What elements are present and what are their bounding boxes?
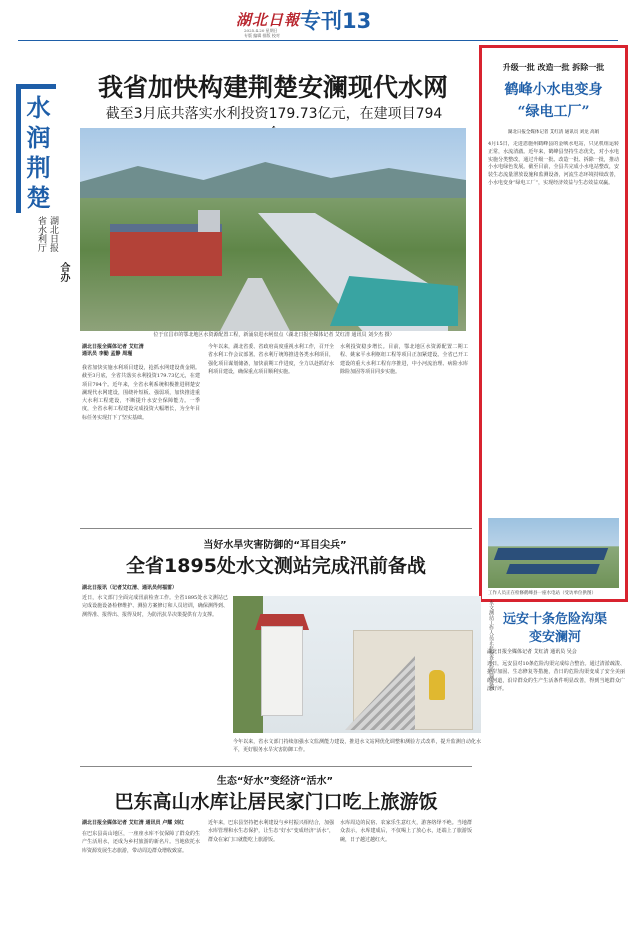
article3-byline: 湖北日报全媒体记者 艾红清 通讯员 卢耀 刘红 xyxy=(82,820,184,826)
featured-article-box xyxy=(479,45,628,602)
gauge-tower xyxy=(261,626,303,716)
edition-info: 专版 编辑 排版 校对 xyxy=(244,33,280,38)
main-photo xyxy=(80,128,466,331)
partner-note-2: 省水利厅 xyxy=(36,216,46,252)
partner-note-1: 湖北日报 xyxy=(48,216,58,252)
featured-photo xyxy=(488,518,619,588)
featured-byline: 湖北日报全媒体记者 艾红清 通讯员 刘龙 高娟 xyxy=(507,130,600,135)
main-text-col-3: 水利投资稳步增长。目前，鄂北地区水资源配置二期工程、姚家平水利枢纽工程等项目正加紧建设。全省已开工建设的重大水利工程有序推进，中小河流治理、病险水库除险加固等项目同步实施。 xyxy=(340,344,468,375)
partner-note-3: 合办 xyxy=(58,262,69,282)
featured-title-line2: “绿电工厂” xyxy=(517,104,590,120)
article2-col-1: 近日，水文部门全面完成汛前检查工作。全省1895处水文测站已完成设施设备检修维护、测验方案修订和人员培训，确保测得到、测得准、报得出、报得及时，为防汛抗旱决策提供有力支撑。 xyxy=(82,595,228,618)
article2-byline: 湖北日报讯（记者艾红清、通讯员何福雷） xyxy=(82,585,178,591)
main-text-col-2: 今年以来，湖北省委、省政府高度重视水利工作，召开全省水利工作会议部署。省水利厅统筹推进各类水利项目，强化项目谋划储备，加快前期工作进度，全力以赴抓好水利项目建设，确保重点项目顺利实施。 xyxy=(208,344,334,375)
main-text-col-1: 我省加快实施水利项目建设，抢抓水网建设黄金期。截至3月底，全省共落实水利投资179.73亿元，在建项目794个。近年来，全省水利系统积极推进荆楚安澜现代水网建设，围绕补短板、强弱项，加快推进重大水利工程建设，不断提升水安全保障能力。一季度，全省水利工程建设完成投资大幅增长，为全年目标任务实现打下了坚实基础。 xyxy=(82,365,200,421)
section-divider xyxy=(80,766,472,767)
right-lower-byline: 湖北日报全媒体记者 艾红清 通讯员 吴会 xyxy=(487,649,577,655)
solar-panel-shape xyxy=(506,564,600,574)
article2-photo xyxy=(233,596,481,733)
right-lower-headline-1: 远安十条危险沟渠 xyxy=(502,612,607,627)
right-lower-body: 近日，远安县对10条危险沟渠完成综合整治。通过清淤疏浚、护岸加固、生态修复等措施，昔日的危险沟渠变成了安全美丽的河道，沿岸群众的生产生活条件明显改善，得到当地群众广泛好评。 xyxy=(487,661,625,692)
worker-figure xyxy=(429,670,445,700)
article3-col-1: 在巴东县高山地区，一座座水库不仅保障了群众的生产生活用水，还成为乡村旅游的新名片。当地依托水库资源发展生态旅游，带动周边群众增收致富。 xyxy=(82,831,200,854)
article3-col-3: 水库周边的民宿、农家乐生意红火，游客络绎不绝。当地群众表示，水库建成后，不仅喝上了放心水，还端上了旅游饭碗，日子越过越红火。 xyxy=(340,820,472,843)
tower-building xyxy=(198,210,220,232)
section-title: 专刊13 xyxy=(300,9,372,33)
article2-kicker: 当好水旱灾害防御的“耳目尖兵” xyxy=(203,540,347,551)
section-divider xyxy=(80,528,472,529)
mountain-shape xyxy=(80,158,466,198)
featured-body: 4月15日，走进恩施州鹤峰县的金峡水电站，只见机组运转正常，水流清澈。近年来，鹤峰县坚持生态优先，对小水电实施分类整改，通过升级一批、改造一批、拆除一批，推动小水电绿色发展。截至目前，全县共完成小水电站整改，安装生态流量泄放设施和监测设备，河流生态环境持续改善，小水电变身“绿电工厂”，实现经济效益与生态效益双赢。 xyxy=(488,141,619,186)
main-subheadline: 截至3月底共落实水利投资179.73亿元，在建项目794 xyxy=(105,106,443,122)
article2-photo-caption: 水文测站工作人员正在检查水位监测设施 xyxy=(488,600,494,690)
tree-shape xyxy=(233,596,263,733)
solar-panel-shape xyxy=(494,548,608,560)
article3-col-2: 近年来，巴东县坚持把水利建设与乡村振兴相结合，加强水库管理和水生态保护，让生态“好水”变成经济“活水”，群众在家门口就能吃上旅游饭。 xyxy=(208,820,334,843)
main-photo-caption: 位于宜昌市的鄂北地区水资源配置工程，新涌泉进水闸盘点（湖北日报全媒体记者 艾红清 通讯员 刘少杰 摄） xyxy=(153,332,395,338)
article2-headline: 全省1895处水文测站完成汛前备战 xyxy=(126,555,426,577)
road-shape xyxy=(220,278,290,331)
right-lower-headline-2: 变安澜河 xyxy=(528,630,581,645)
masthead-rule xyxy=(18,40,618,41)
article3-headline: 巴东高山水库让居民家门口吃上旅游饭 xyxy=(114,791,438,813)
masthead xyxy=(0,0,635,40)
water-shape xyxy=(330,276,458,326)
main-headline: 我省加快构建荆楚安澜现代水网 xyxy=(97,73,448,102)
issue-date: 2025.4.20 星期日 xyxy=(244,28,278,33)
article2-col-2: 今年以来，省水文部门持续加强水文监测能力建设，推进水文站网优化调整和测验方式改革，提升监测自动化水平，更好服务水旱灾害防御工作。 xyxy=(233,739,481,754)
main-byline: 湖北日报全媒体记者 艾红清 通讯员 李勤 孟静 周瑾 xyxy=(82,344,144,357)
article3-kicker: 生态“好水”变经济“活水” xyxy=(216,776,334,787)
newspaper-logo: 湖北日報 xyxy=(236,11,301,29)
featured-photo-caption: 工作人员正在检修鹤峰县一座水电站（受访单位供图） xyxy=(488,591,596,596)
featured-title-line1: 鹤峰小水电变身 xyxy=(504,82,603,98)
column-title: 水润荆楚 xyxy=(16,84,56,213)
featured-kicker: 升级一批 改造一批 拆除一批 xyxy=(502,63,605,72)
